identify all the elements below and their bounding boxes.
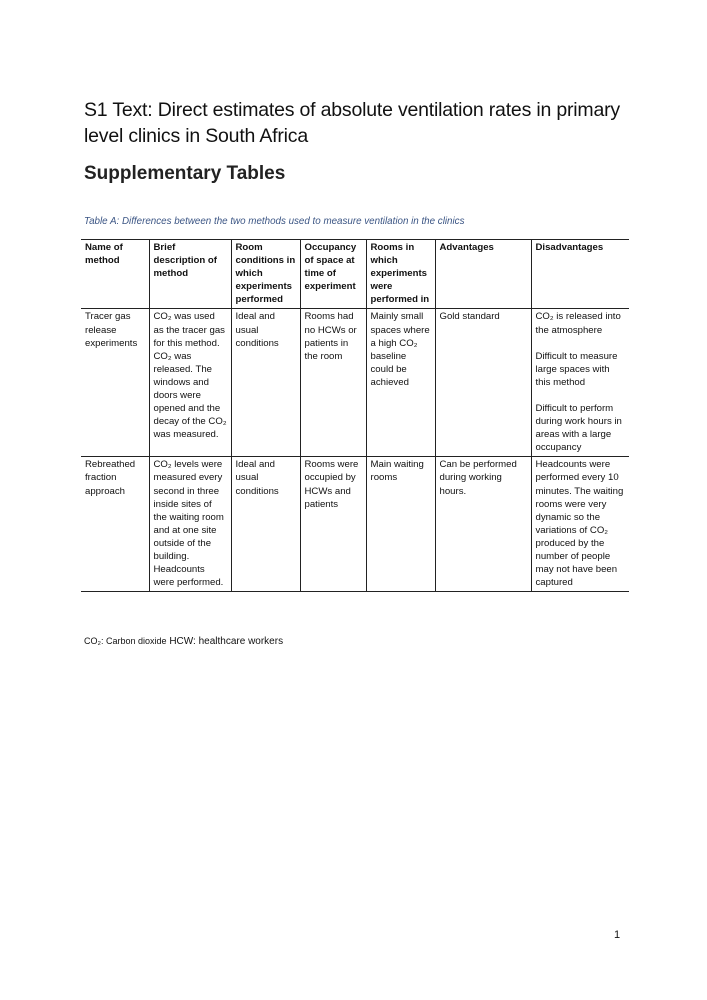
cell-text: CO₂ was used as the tracer gas for this method. CO₂ was released. The windows and doors were opened and the decay of the CO₂ was measured. <box>153 311 227 441</box>
cell-text: Ideal and usual conditions <box>235 459 279 497</box>
section-heading: Supplementary Tables <box>84 163 286 184</box>
cell-text: CO₂ levels were measured every second in three inside sites of the waiting room and at one site outside of the building. Headcounts were performed. <box>153 459 224 589</box>
footnote-hcw: HCW: healthcare workers <box>169 636 284 647</box>
cell-text: Difficult to measure large spaces with this method <box>535 350 618 388</box>
footnote <box>84 636 283 647</box>
table-cell <box>149 457 231 592</box>
methods-table <box>81 239 629 592</box>
footnote-co2: CO₂: Carbon dioxide <box>84 636 167 646</box>
cell-text: Can be performed during working hours. <box>439 459 517 497</box>
header-cell: Room conditions in which experiments performed <box>231 240 300 309</box>
cell-text: Rooms were occupied by HCWs and patients <box>304 459 359 510</box>
cell-text: Gold standard <box>439 311 500 323</box>
header-cell: Occupancy of space at time of experiment <box>300 240 366 309</box>
cell-text: Rebreathed fraction approach <box>85 459 136 497</box>
table-cell <box>366 309 435 457</box>
table-cell <box>531 457 629 592</box>
table-cell <box>149 309 231 457</box>
cell-text: Difficult to perform during work hours in areas with a large occupancy <box>535 402 622 454</box>
cell-text: Headcounts were performed every 10 minutes. The waiting rooms were very dynamic so the variations of CO₂ produced by the number of people may not have been captured <box>535 459 624 589</box>
table-row <box>81 457 629 592</box>
table-row <box>81 309 629 457</box>
table-cell <box>81 309 149 457</box>
table-caption: Table A: Differences between the two methods used to measure ventilation in the clinics <box>84 216 465 227</box>
table-cell <box>231 309 300 457</box>
table-cell <box>435 457 531 592</box>
cell-text: Mainly small spaces where a high CO₂ baseline could be achieved <box>370 311 430 388</box>
table-cell <box>366 457 435 592</box>
table-header-row <box>81 240 629 309</box>
cell-text: Rooms had no HCWs or patients in the room <box>304 311 357 362</box>
header-cell: Rooms in which experiments were performed in <box>366 240 435 309</box>
table-cell <box>531 309 629 457</box>
cell-text: Ideal and usual conditions <box>235 311 279 349</box>
table-cell <box>231 457 300 592</box>
header-cell: Advantages <box>435 240 531 309</box>
table-cell <box>300 457 366 592</box>
cell-text: CO₂ is released into the atmosphere <box>535 311 621 336</box>
cell-text: Tracer gas release experiments <box>85 311 138 349</box>
table-cell <box>81 457 149 592</box>
table-cell <box>435 309 531 457</box>
page-number: 1 <box>614 929 621 941</box>
table-cell <box>300 309 366 457</box>
header-cell: Disadvantages <box>531 240 629 309</box>
header-cell: Name of method <box>85 242 123 267</box>
cell-text: Main waiting rooms <box>370 459 424 484</box>
header-cell: Brief description of method <box>149 240 231 309</box>
document-title: S1 Text: Direct estimates of absolute ventilation rates in primary level clinics in South Africa <box>84 99 620 147</box>
